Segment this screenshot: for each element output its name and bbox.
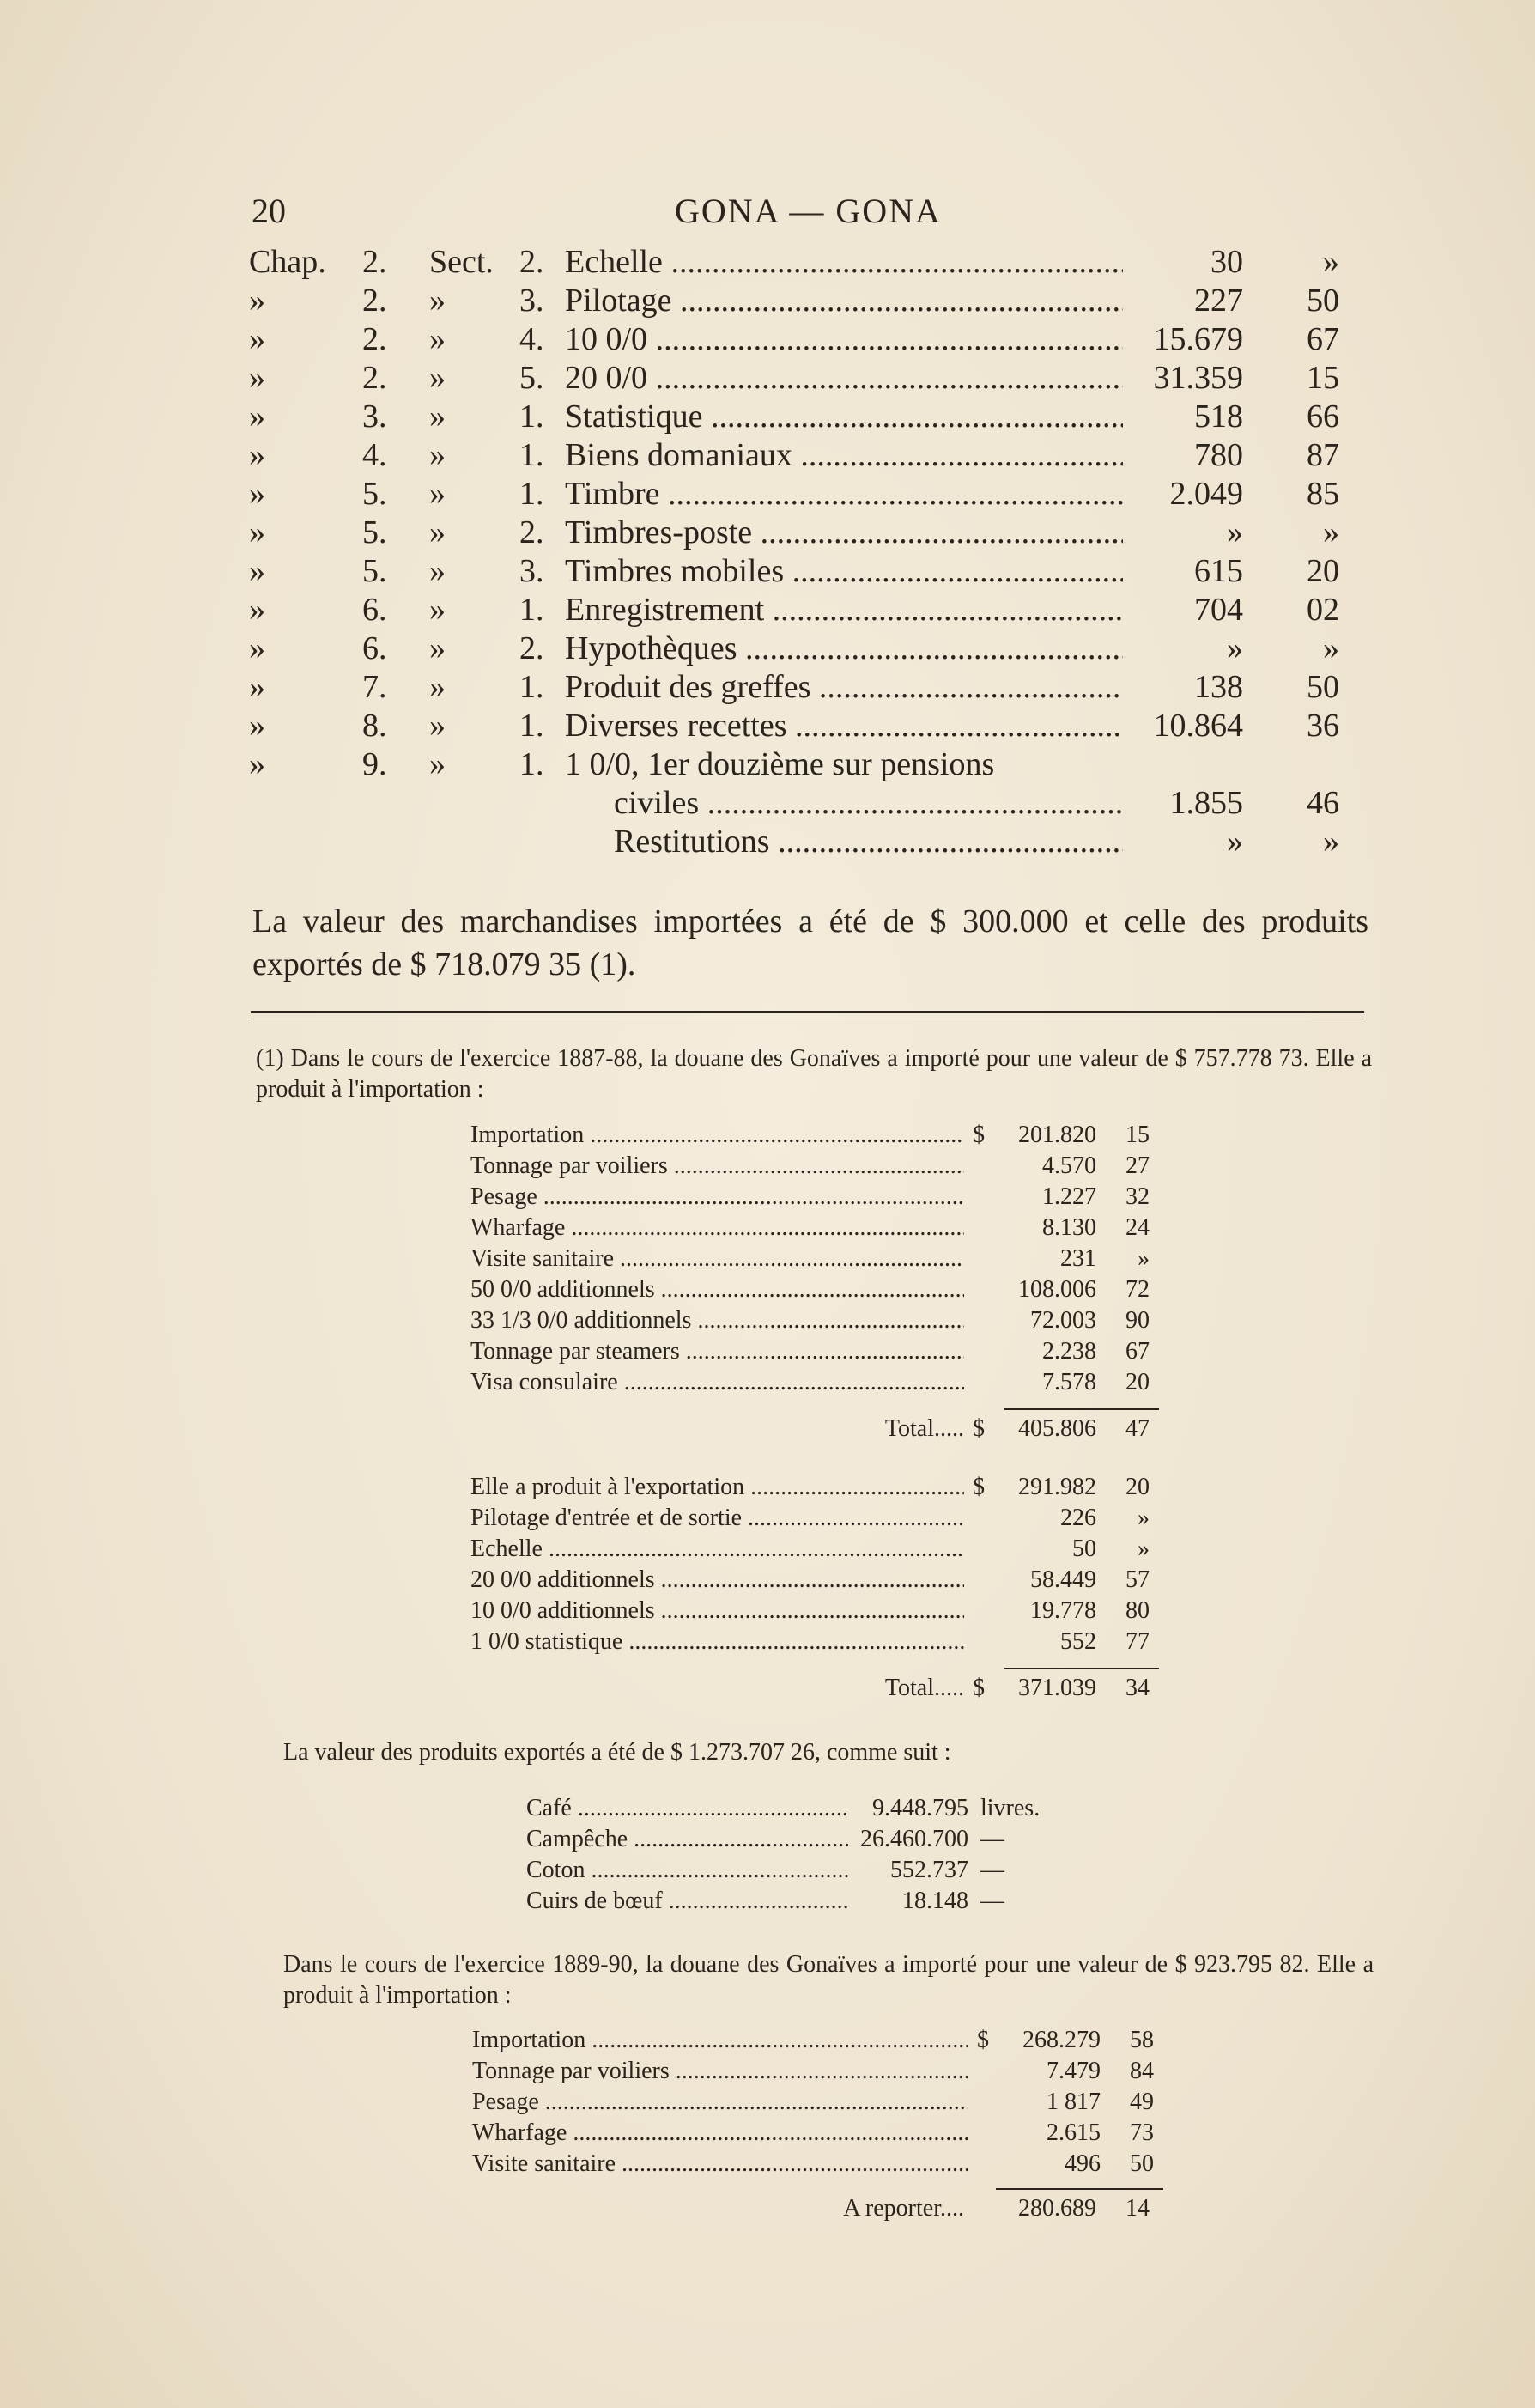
item-label: Visite sanitaire .....: [470, 1245, 964, 1276]
budget-amount: 30: [1210, 244, 1243, 280]
budget-label: 1 0/0, 1er douzième sur pensions: [565, 746, 995, 782]
total-cents: 34: [1125, 1675, 1150, 1701]
item-amount: 268.279: [1022, 2027, 1101, 2053]
item-cents: 58: [1130, 2027, 1154, 2053]
section-number: 1.: [519, 746, 544, 782]
budget-cents: 87: [1307, 437, 1339, 473]
item-amount: 291.982: [1018, 1474, 1096, 1500]
budget-line: [565, 320, 1339, 358]
chapter-number: 3.: [362, 398, 387, 435]
budget-amount: 704: [1194, 592, 1243, 628]
item-label: Wharfage .....: [470, 1214, 964, 1245]
budget-row: [249, 282, 1339, 320]
list-item: [470, 1535, 1157, 1566]
product-unit: —: [980, 1857, 1004, 1883]
budget-label: Diverses recettes .....: [565, 707, 1123, 745]
currency-symbol: [964, 1152, 993, 1183]
currency-symbol: [964, 1535, 993, 1566]
item-amount: 19.778: [1030, 1597, 1096, 1624]
running-title: GONA — GONA: [675, 192, 942, 230]
chapter-number: 5.: [362, 476, 387, 512]
section-label: »: [429, 746, 446, 782]
budget-line: [614, 784, 1339, 822]
item-amount: 2.615: [1047, 2119, 1101, 2146]
budget-label: Statistique .....: [565, 398, 1123, 435]
product-unit: —: [980, 1888, 1004, 1914]
item-amount: 58.449: [1030, 1566, 1096, 1593]
item-cents: 49: [1130, 2089, 1154, 2115]
budget-label: Timbres-poste .....: [565, 514, 1123, 551]
list-item: [470, 1214, 1157, 1245]
budget-row-continued: [249, 784, 1339, 823]
item-amount: 201.820: [1018, 1122, 1096, 1148]
chapter-number: 2.: [362, 283, 387, 319]
item-amount: 2.238: [1042, 1338, 1096, 1365]
chapter-label: »: [249, 398, 265, 435]
currency-symbol: [964, 1505, 993, 1535]
budget-row: [249, 552, 1339, 591]
chapter-label: »: [249, 514, 265, 550]
chapter-label: »: [249, 708, 265, 744]
chapter-label: »: [249, 746, 265, 782]
budget-cents: »: [1323, 630, 1339, 666]
section-label: »: [429, 321, 446, 357]
total-amount: 371.039: [1018, 1675, 1096, 1701]
budget-label: 10 0/0 .....: [565, 320, 1123, 358]
list-item: [470, 1566, 1157, 1597]
currency-symbol: [964, 1307, 993, 1338]
list-item: [472, 2027, 1168, 2058]
budget-cents: 50: [1307, 669, 1339, 705]
section-number: 1.: [519, 476, 544, 512]
list-item: [472, 2119, 1168, 2150]
section-label: »: [429, 630, 446, 666]
currency-symbol: [964, 1183, 993, 1214]
currency-symbol: [964, 1245, 993, 1276]
budget-line: [565, 745, 1339, 783]
budget-line: [565, 629, 1339, 667]
item-amount: 552: [1060, 1628, 1096, 1655]
budget-amount: 615: [1194, 553, 1243, 589]
chapter-number: 4.: [362, 437, 387, 473]
budget-line: [565, 707, 1339, 745]
chapter-number: 7.: [362, 669, 387, 705]
budget-cents: 36: [1307, 708, 1339, 744]
budget-label: Restitutions .....: [614, 823, 1123, 860]
products-list: [526, 1795, 1127, 1918]
import-1889-list: [472, 2027, 1168, 2181]
product-item: [526, 1888, 1127, 1918]
import-1887-total: [704, 1415, 1150, 1443]
item-label: Pesage .....: [470, 1183, 964, 1214]
budget-amount: 15.679: [1153, 321, 1243, 357]
item-amount: 108.006: [1018, 1276, 1096, 1303]
budget-cents: »: [1323, 244, 1339, 280]
currency-symbol: [964, 1628, 993, 1659]
chapter-number: 8.: [362, 708, 387, 744]
item-cents: 24: [1125, 1214, 1150, 1241]
budget-line: [565, 591, 1339, 629]
item-label: Importation .....: [472, 2027, 968, 2058]
item-label: 10 0/0 additionnels .....: [470, 1597, 964, 1628]
item-cents: 15: [1125, 1122, 1150, 1148]
item-amount: 231: [1060, 1245, 1096, 1272]
budget-cents: 46: [1307, 785, 1339, 821]
budget-line: [565, 514, 1339, 551]
budget-cents: 20: [1307, 553, 1339, 589]
footnote-1889: Dans le cours de l'exercice 1889-90, la douane des Gonaïves a importé pour une valeur de $ 923.795 82. Elle a produit à l'importation :: [283, 1951, 1374, 2009]
item-amount: 1 817: [1047, 2089, 1101, 2115]
budget-amount: 2.049: [1169, 476, 1243, 512]
trade-values-paragraph: La valeur des marchandises importées a été de $ 300.000 et celle des produits exportés de $ 718.079 35 (1).: [252, 903, 1368, 982]
budget-amount: 31.359: [1153, 360, 1243, 396]
budget-row: [249, 320, 1339, 359]
item-amount: 4.570: [1042, 1152, 1096, 1179]
item-label: Pesage .....: [472, 2089, 968, 2119]
section-label: »: [429, 592, 446, 628]
budget-amount: 138: [1194, 669, 1243, 705]
item-amount: 496: [1065, 2150, 1101, 2177]
budget-cents: 02: [1307, 592, 1339, 628]
list-item: [470, 1505, 1157, 1535]
currency-symbol: $: [973, 1415, 985, 1442]
carry-forward-label: A reporter....: [843, 2195, 964, 2222]
budget-label: Timbre .....: [565, 475, 1123, 513]
budget-cents: 67: [1307, 321, 1339, 357]
list-item: [470, 1597, 1157, 1628]
section-number: 1.: [519, 669, 544, 705]
section-label: »: [429, 398, 446, 435]
item-label: Tonnage par steamers .....: [470, 1338, 964, 1369]
chapter-number: 2.: [362, 321, 387, 357]
product-label: Café .....: [526, 1795, 848, 1826]
item-label: Elle a produit à l'exportation .....: [470, 1474, 964, 1505]
item-amount: 50: [1072, 1535, 1096, 1562]
item-label: 50 0/0 additionnels .....: [470, 1276, 964, 1307]
currency-symbol: [968, 2058, 998, 2089]
item-label: Tonnage par voiliers .....: [470, 1152, 964, 1183]
currency-symbol: [964, 1566, 993, 1597]
item-label: Importation .....: [470, 1122, 964, 1152]
list-item: [470, 1628, 1157, 1659]
page-number: 20: [252, 192, 286, 230]
section-label: »: [429, 360, 446, 396]
carry-forward-cents: 14: [1125, 2195, 1150, 2222]
budget-row: [249, 629, 1339, 668]
list-item: [470, 1122, 1157, 1152]
carry-forward-amount: 280.689: [1018, 2195, 1096, 2222]
total-rule-3: [996, 2188, 1163, 2190]
budget-label: Pilotage .....: [565, 282, 1123, 319]
item-cents: 20: [1125, 1369, 1150, 1396]
item-cents: 27: [1125, 1152, 1150, 1179]
budget-row: [249, 359, 1339, 398]
item-label: 1 0/0 statistique .....: [470, 1628, 964, 1659]
currency-symbol: [964, 1276, 993, 1307]
product-quantity: 18.148: [902, 1888, 968, 1914]
exports-value-text: La valeur des produits exportés a été de $ 1.273.707 26, comme suit :: [283, 1739, 951, 1766]
chapter-number: 5.: [362, 553, 387, 589]
import-1887-list: [470, 1122, 1157, 1400]
chapter-label: »: [249, 476, 265, 512]
budget-label: 20 0/0 .....: [565, 359, 1123, 397]
budget-cents: »: [1323, 824, 1339, 860]
item-amount: 7.479: [1047, 2058, 1101, 2084]
list-item: [470, 1474, 1157, 1505]
section-label: »: [429, 514, 446, 550]
budget-line: [565, 282, 1339, 319]
budget-label: Timbres mobiles .....: [565, 552, 1123, 590]
budget-line: [565, 436, 1339, 474]
footnote-1887: (1) Dans le cours de l'exercice 1887-88, la douane des Gonaïves a importé pour une valeur de $ 757.778 73. Elle a produit à l'importation :: [256, 1045, 1372, 1103]
budget-row: [249, 668, 1339, 707]
chapter-label: »: [249, 669, 265, 705]
item-cents: »: [1138, 1535, 1150, 1562]
chapter-label: Chap.: [249, 244, 326, 280]
section-label: »: [429, 669, 446, 705]
product-item: [526, 1795, 1127, 1826]
export-1887-total: [704, 1675, 1150, 1702]
product-quantity: 9.448.795: [872, 1795, 968, 1821]
item-label: 20 0/0 additionnels .....: [470, 1566, 964, 1597]
budget-label: civiles .....: [614, 784, 1123, 822]
budget-amount: »: [1227, 514, 1243, 550]
currency-symbol: [964, 1214, 993, 1245]
section-number: 4.: [519, 321, 544, 357]
budget-table: [249, 243, 1339, 861]
budget-line: [614, 823, 1339, 860]
section-number: 2.: [519, 630, 544, 666]
total-label: Total.....: [884, 1675, 964, 1701]
section-number: 1.: [519, 398, 544, 435]
list-item: [470, 1245, 1157, 1276]
section-label: »: [429, 708, 446, 744]
budget-cents: 50: [1307, 283, 1339, 319]
budget-amount: 1.855: [1169, 785, 1243, 821]
currency-symbol: [964, 1369, 993, 1400]
product-item: [526, 1857, 1127, 1888]
item-cents: 32: [1125, 1183, 1150, 1210]
budget-label: Produit des greffes .....: [565, 668, 1123, 706]
budget-cents: 85: [1307, 476, 1339, 512]
item-cents: 72: [1125, 1276, 1150, 1303]
currency-symbol: [968, 2089, 998, 2119]
item-amount: 7.578: [1042, 1369, 1096, 1396]
chapter-label: »: [249, 630, 265, 666]
budget-amount: »: [1227, 824, 1243, 860]
budget-row: [249, 243, 1339, 282]
currency-symbol: $: [977, 2027, 989, 2053]
list-item: [470, 1338, 1157, 1369]
total-cents: 47: [1125, 1415, 1150, 1442]
export-1887-list: [470, 1474, 1157, 1659]
list-item: [472, 2150, 1168, 2181]
section-label: »: [429, 476, 446, 512]
section-number: 3.: [519, 553, 544, 589]
list-item: [470, 1183, 1157, 1214]
chapter-label: »: [249, 592, 265, 628]
product-quantity: 552.737: [890, 1857, 968, 1883]
list-item: [472, 2089, 1168, 2119]
chapter-label: »: [249, 283, 265, 319]
product-quantity: 26.460.700: [860, 1826, 968, 1852]
chapter-label: »: [249, 437, 265, 473]
footnote-rule: [251, 1011, 1364, 1013]
item-label: Tonnage par voiliers .....: [472, 2058, 968, 2089]
item-cents: 84: [1130, 2058, 1154, 2084]
currency-symbol: [968, 2150, 998, 2181]
section-label: Sect.: [429, 244, 494, 280]
budget-label: Hypothèques .....: [565, 629, 1123, 667]
budget-row: [249, 745, 1339, 784]
list-item: [470, 1152, 1157, 1183]
chapter-label: »: [249, 321, 265, 357]
item-cents: 67: [1125, 1338, 1150, 1365]
list-item: [470, 1307, 1157, 1338]
budget-row: [249, 436, 1339, 475]
item-label: Pilotage d'entrée et de sortie .....: [470, 1505, 964, 1535]
item-label: 33 1/3 0/0 additionnels .....: [470, 1307, 964, 1338]
product-label: Coton .....: [526, 1857, 848, 1888]
budget-line: [565, 668, 1339, 706]
chapter-number: 6.: [362, 630, 387, 666]
item-label: Visa consulaire .....: [470, 1369, 964, 1400]
product-unit: —: [980, 1826, 1004, 1852]
list-item: [470, 1369, 1157, 1400]
budget-row: [249, 707, 1339, 745]
currency-symbol: $: [973, 1675, 985, 1701]
item-amount: 1.227: [1042, 1183, 1096, 1210]
budget-line: [565, 552, 1339, 590]
chapter-label: »: [249, 553, 265, 589]
item-amount: 72.003: [1030, 1307, 1096, 1334]
product-label: Campêche .....: [526, 1826, 848, 1857]
budget-amount: 10.864: [1153, 708, 1243, 744]
item-label: Echelle .....: [470, 1535, 964, 1566]
item-amount: 8.130: [1042, 1214, 1096, 1241]
item-label: Visite sanitaire .....: [472, 2150, 968, 2181]
carry-forward: [704, 2195, 1150, 2223]
section-label: »: [429, 437, 446, 473]
item-cents: 50: [1130, 2150, 1154, 2177]
budget-line: [565, 398, 1339, 435]
list-item: [470, 1276, 1157, 1307]
item-cents: 77: [1125, 1628, 1150, 1655]
section-label: »: [429, 283, 446, 319]
budget-amount: 780: [1194, 437, 1243, 473]
currency-symbol: [964, 1597, 993, 1628]
budget-line: [565, 243, 1339, 281]
budget-row: [249, 591, 1339, 629]
list-item: [472, 2058, 1168, 2089]
budget-amount: »: [1227, 630, 1243, 666]
budget-label: Echelle .....: [565, 243, 1123, 281]
product-unit: livres.: [980, 1795, 1041, 1821]
section-number: 2.: [519, 244, 544, 280]
product-label: Cuirs de bœuf .....: [526, 1888, 848, 1918]
budget-amount: 518: [1194, 398, 1243, 435]
item-cents: »: [1138, 1505, 1150, 1531]
item-cents: 73: [1130, 2119, 1154, 2146]
product-item: [526, 1826, 1127, 1857]
item-label: Wharfage .....: [472, 2119, 968, 2150]
section-number: 1.: [519, 437, 544, 473]
total-label: Total.....: [884, 1415, 964, 1442]
currency-symbol: $: [973, 1122, 985, 1148]
item-cents: 90: [1125, 1307, 1150, 1334]
budget-row: [249, 514, 1339, 552]
section-number: 1.: [519, 708, 544, 744]
section-number: 3.: [519, 283, 544, 319]
item-cents: 57: [1125, 1566, 1150, 1593]
section-number: 1.: [519, 592, 544, 628]
chapter-number: 5.: [362, 514, 387, 550]
budget-row: [249, 475, 1339, 514]
chapter-label: »: [249, 360, 265, 396]
total-rule-1: [1004, 1408, 1159, 1410]
item-cents: »: [1138, 1245, 1150, 1272]
section-label: »: [429, 553, 446, 589]
budget-cents: 15: [1307, 360, 1339, 396]
section-number: 5.: [519, 360, 544, 396]
budget-line: [565, 359, 1339, 397]
item-amount: 226: [1060, 1505, 1096, 1531]
chapter-number: 6.: [362, 592, 387, 628]
item-cents: 80: [1125, 1597, 1150, 1624]
item-cents: 20: [1125, 1474, 1150, 1500]
chapter-number: 2.: [362, 360, 387, 396]
currency-symbol: [964, 1338, 993, 1369]
section-number: 2.: [519, 514, 544, 550]
total-amount: 405.806: [1018, 1415, 1096, 1442]
chapter-number: 2.: [362, 244, 387, 280]
budget-line: [565, 475, 1339, 513]
total-rule-2: [1004, 1668, 1159, 1669]
budget-label: Enregistrement .....: [565, 591, 1123, 629]
budget-amount: 227: [1194, 283, 1243, 319]
currency-symbol: $: [973, 1474, 985, 1500]
budget-row: [249, 398, 1339, 436]
budget-cents: »: [1323, 514, 1339, 550]
budget-row-restitutions: [249, 823, 1339, 861]
budget-label: Biens domaniaux .....: [565, 436, 1123, 474]
chapter-number: 9.: [362, 746, 387, 782]
currency-symbol: [968, 2119, 998, 2150]
budget-cents: 66: [1307, 398, 1339, 435]
